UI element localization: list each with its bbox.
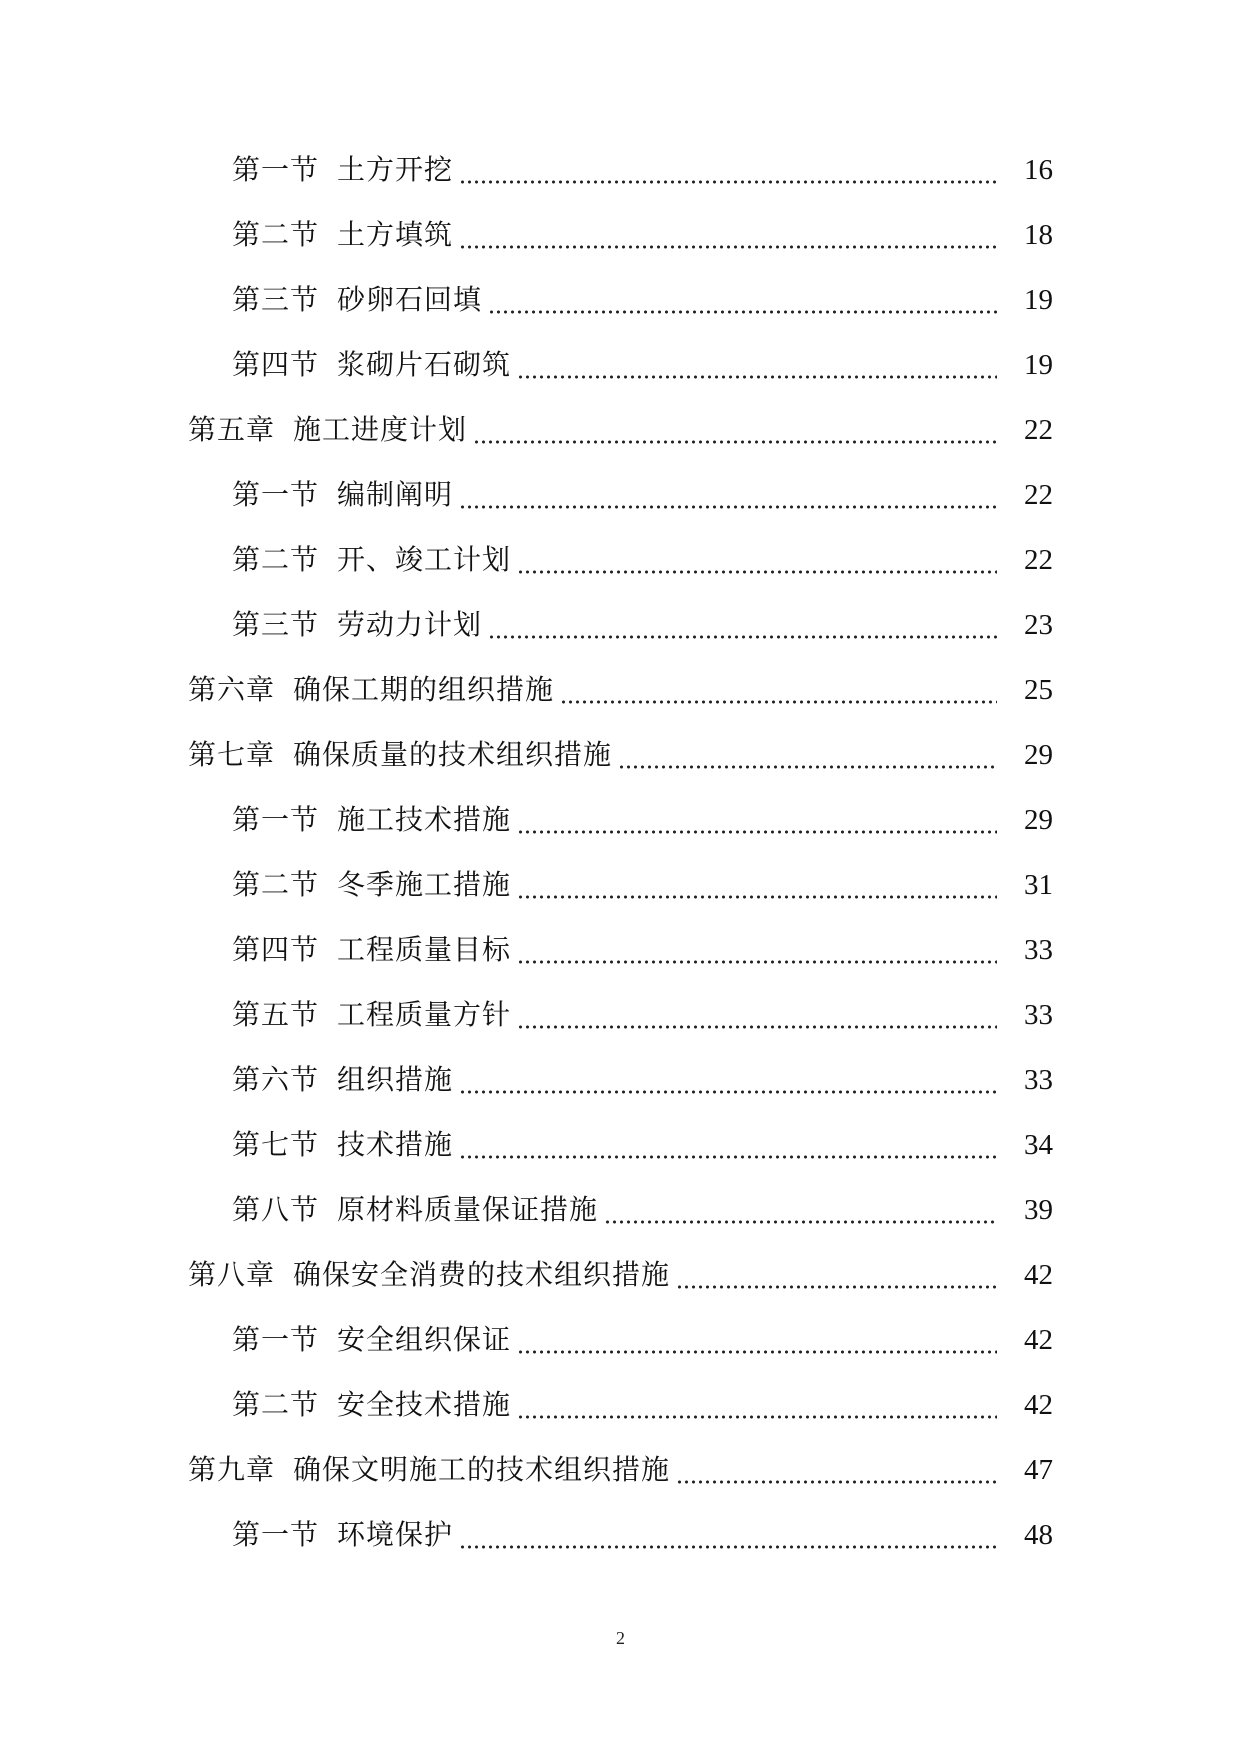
toc-entry-page: 22 [1024,544,1053,576]
toc-entry-title: 环境保护 [337,1518,454,1551]
toc-entry-number: 第二节 [232,868,320,901]
toc-entry-title: 施工进度计划 [293,413,468,446]
toc-entry-number: 第五章 [188,413,276,446]
toc-entry-number: 第一节 [232,153,320,186]
dot-leader [517,345,997,385]
toc-entry-number: 第六节 [232,1063,320,1096]
toc-entry[interactable] [0,540,1241,605]
toc-entry-page: 34 [1024,1129,1053,1161]
toc-entry-number: 第七节 [232,1128,320,1161]
toc-entry-number: 第三节 [232,608,320,641]
dot-leader [517,930,997,970]
toc-entry-page: 33 [1024,934,1053,966]
toc-entry-page: 33 [1024,999,1053,1031]
dot-leader [459,1125,997,1165]
toc-entry-number: 第二节 [232,218,320,251]
dot-leader [676,1255,997,1295]
toc-entry-number: 第二节 [232,1388,320,1421]
toc-entry-page: 42 [1024,1389,1053,1421]
toc-entry-number: 第七章 [188,738,276,771]
toc-entry-number: 第一节 [232,803,320,836]
toc-entry-page: 29 [1024,739,1053,771]
toc-entry[interactable] [0,800,1241,865]
toc-entry-number: 第一节 [232,478,320,511]
toc-entry[interactable] [0,670,1241,735]
toc-entry-page: 31 [1024,869,1053,901]
toc-entry[interactable] [0,1515,1241,1580]
dot-leader [459,1060,997,1100]
dot-leader [488,605,997,645]
toc-entry[interactable] [0,1385,1241,1450]
toc-entry-title: 确保安全消费的技术组织措施 [293,1258,671,1291]
toc-entry-title: 确保文明施工的技术组织措施 [293,1453,671,1486]
toc-entry-title: 确保质量的技术组织措施 [293,738,613,771]
toc-entry[interactable] [0,1125,1241,1190]
toc-entry-title: 工程质量方针 [337,998,512,1031]
toc-entry-page: 33 [1024,1064,1053,1096]
dot-leader [459,215,997,255]
toc-entry-title: 安全技术措施 [337,1388,512,1421]
toc-entry[interactable] [0,345,1241,410]
toc-entry[interactable] [0,150,1241,215]
toc-entry-title: 组织措施 [337,1063,454,1096]
dot-leader [459,150,997,190]
toc-entry[interactable] [0,735,1241,800]
toc-entry-title: 安全组织保证 [337,1323,512,1356]
toc-entry-title: 砂卵石回填 [337,283,483,316]
dot-leader [488,280,997,320]
toc-entry[interactable] [0,1255,1241,1320]
page-number: 2 [616,1628,625,1648]
toc-entry-page: 18 [1024,219,1053,251]
toc-entry-page: 48 [1024,1519,1053,1551]
toc-entry-title: 工程质量目标 [337,933,512,966]
toc-entry-number: 第八节 [232,1193,320,1226]
dot-leader [517,1385,997,1425]
dot-leader [517,540,997,580]
toc-entry[interactable] [0,1450,1241,1515]
dot-leader [517,800,997,840]
toc-entry-title: 开、竣工计划 [337,543,512,576]
toc-entry-number: 第四节 [232,348,320,381]
dot-leader [604,1190,997,1230]
toc-entry-title: 劳动力计划 [337,608,483,641]
toc-entry[interactable] [0,280,1241,345]
toc-entry-page: 47 [1024,1454,1053,1486]
dot-leader [459,1515,997,1555]
toc-entry-number: 第五节 [232,998,320,1031]
toc-entry-number: 第一节 [232,1323,320,1356]
toc-entry-page: 29 [1024,804,1053,836]
toc-entry-number: 第三节 [232,283,320,316]
dot-leader [560,670,997,710]
toc-entry[interactable] [0,1060,1241,1125]
toc-entry-title: 原材料质量保证措施 [337,1193,599,1226]
toc-entry-title: 土方填筑 [337,218,454,251]
toc-entry-title: 浆砌片石砌筑 [337,348,512,381]
toc-entry-number: 第九章 [188,1453,276,1486]
toc-entry-page: 39 [1024,1194,1053,1226]
toc-entry[interactable] [0,1320,1241,1385]
dot-leader [517,995,997,1035]
toc-entry-page: 22 [1024,414,1053,446]
toc-entry-title: 施工技术措施 [337,803,512,836]
toc-entry[interactable] [0,605,1241,670]
toc-entry-page: 42 [1024,1259,1053,1291]
toc-entry-page: 42 [1024,1324,1053,1356]
toc-entry-page: 16 [1024,154,1053,186]
toc-entry-title: 编制阐明 [337,478,454,511]
toc-entry-page: 19 [1024,349,1053,381]
toc-entry[interactable] [0,475,1241,540]
toc-entry-page: 22 [1024,479,1053,511]
dot-leader [676,1450,997,1490]
dot-leader [618,735,997,775]
toc-entry-page: 23 [1024,609,1053,641]
toc-entry[interactable] [0,410,1241,475]
toc-entry[interactable] [0,865,1241,930]
toc-entry[interactable] [0,1190,1241,1255]
toc-entry[interactable] [0,215,1241,280]
toc-entry-title: 冬季施工措施 [337,868,512,901]
toc-entry-number: 第四节 [232,933,320,966]
toc-entry-title: 确保工期的组织措施 [293,673,555,706]
toc-entry-page: 19 [1024,284,1053,316]
toc-entry-page: 25 [1024,674,1053,706]
toc-entry[interactable] [0,995,1241,1060]
toc-entry[interactable] [0,930,1241,995]
toc-entry-title: 土方开挖 [337,153,454,186]
dot-leader [517,1320,997,1360]
toc-entry-title: 技术措施 [337,1128,454,1161]
toc-entry-number: 第一节 [232,1518,320,1551]
dot-leader [517,865,997,905]
toc-entry-number: 第八章 [188,1258,276,1291]
dot-leader [459,475,997,515]
table-of-contents [0,150,1241,1580]
toc-entry-number: 第二节 [232,543,320,576]
dot-leader [473,410,997,450]
toc-entry-number: 第六章 [188,673,276,706]
